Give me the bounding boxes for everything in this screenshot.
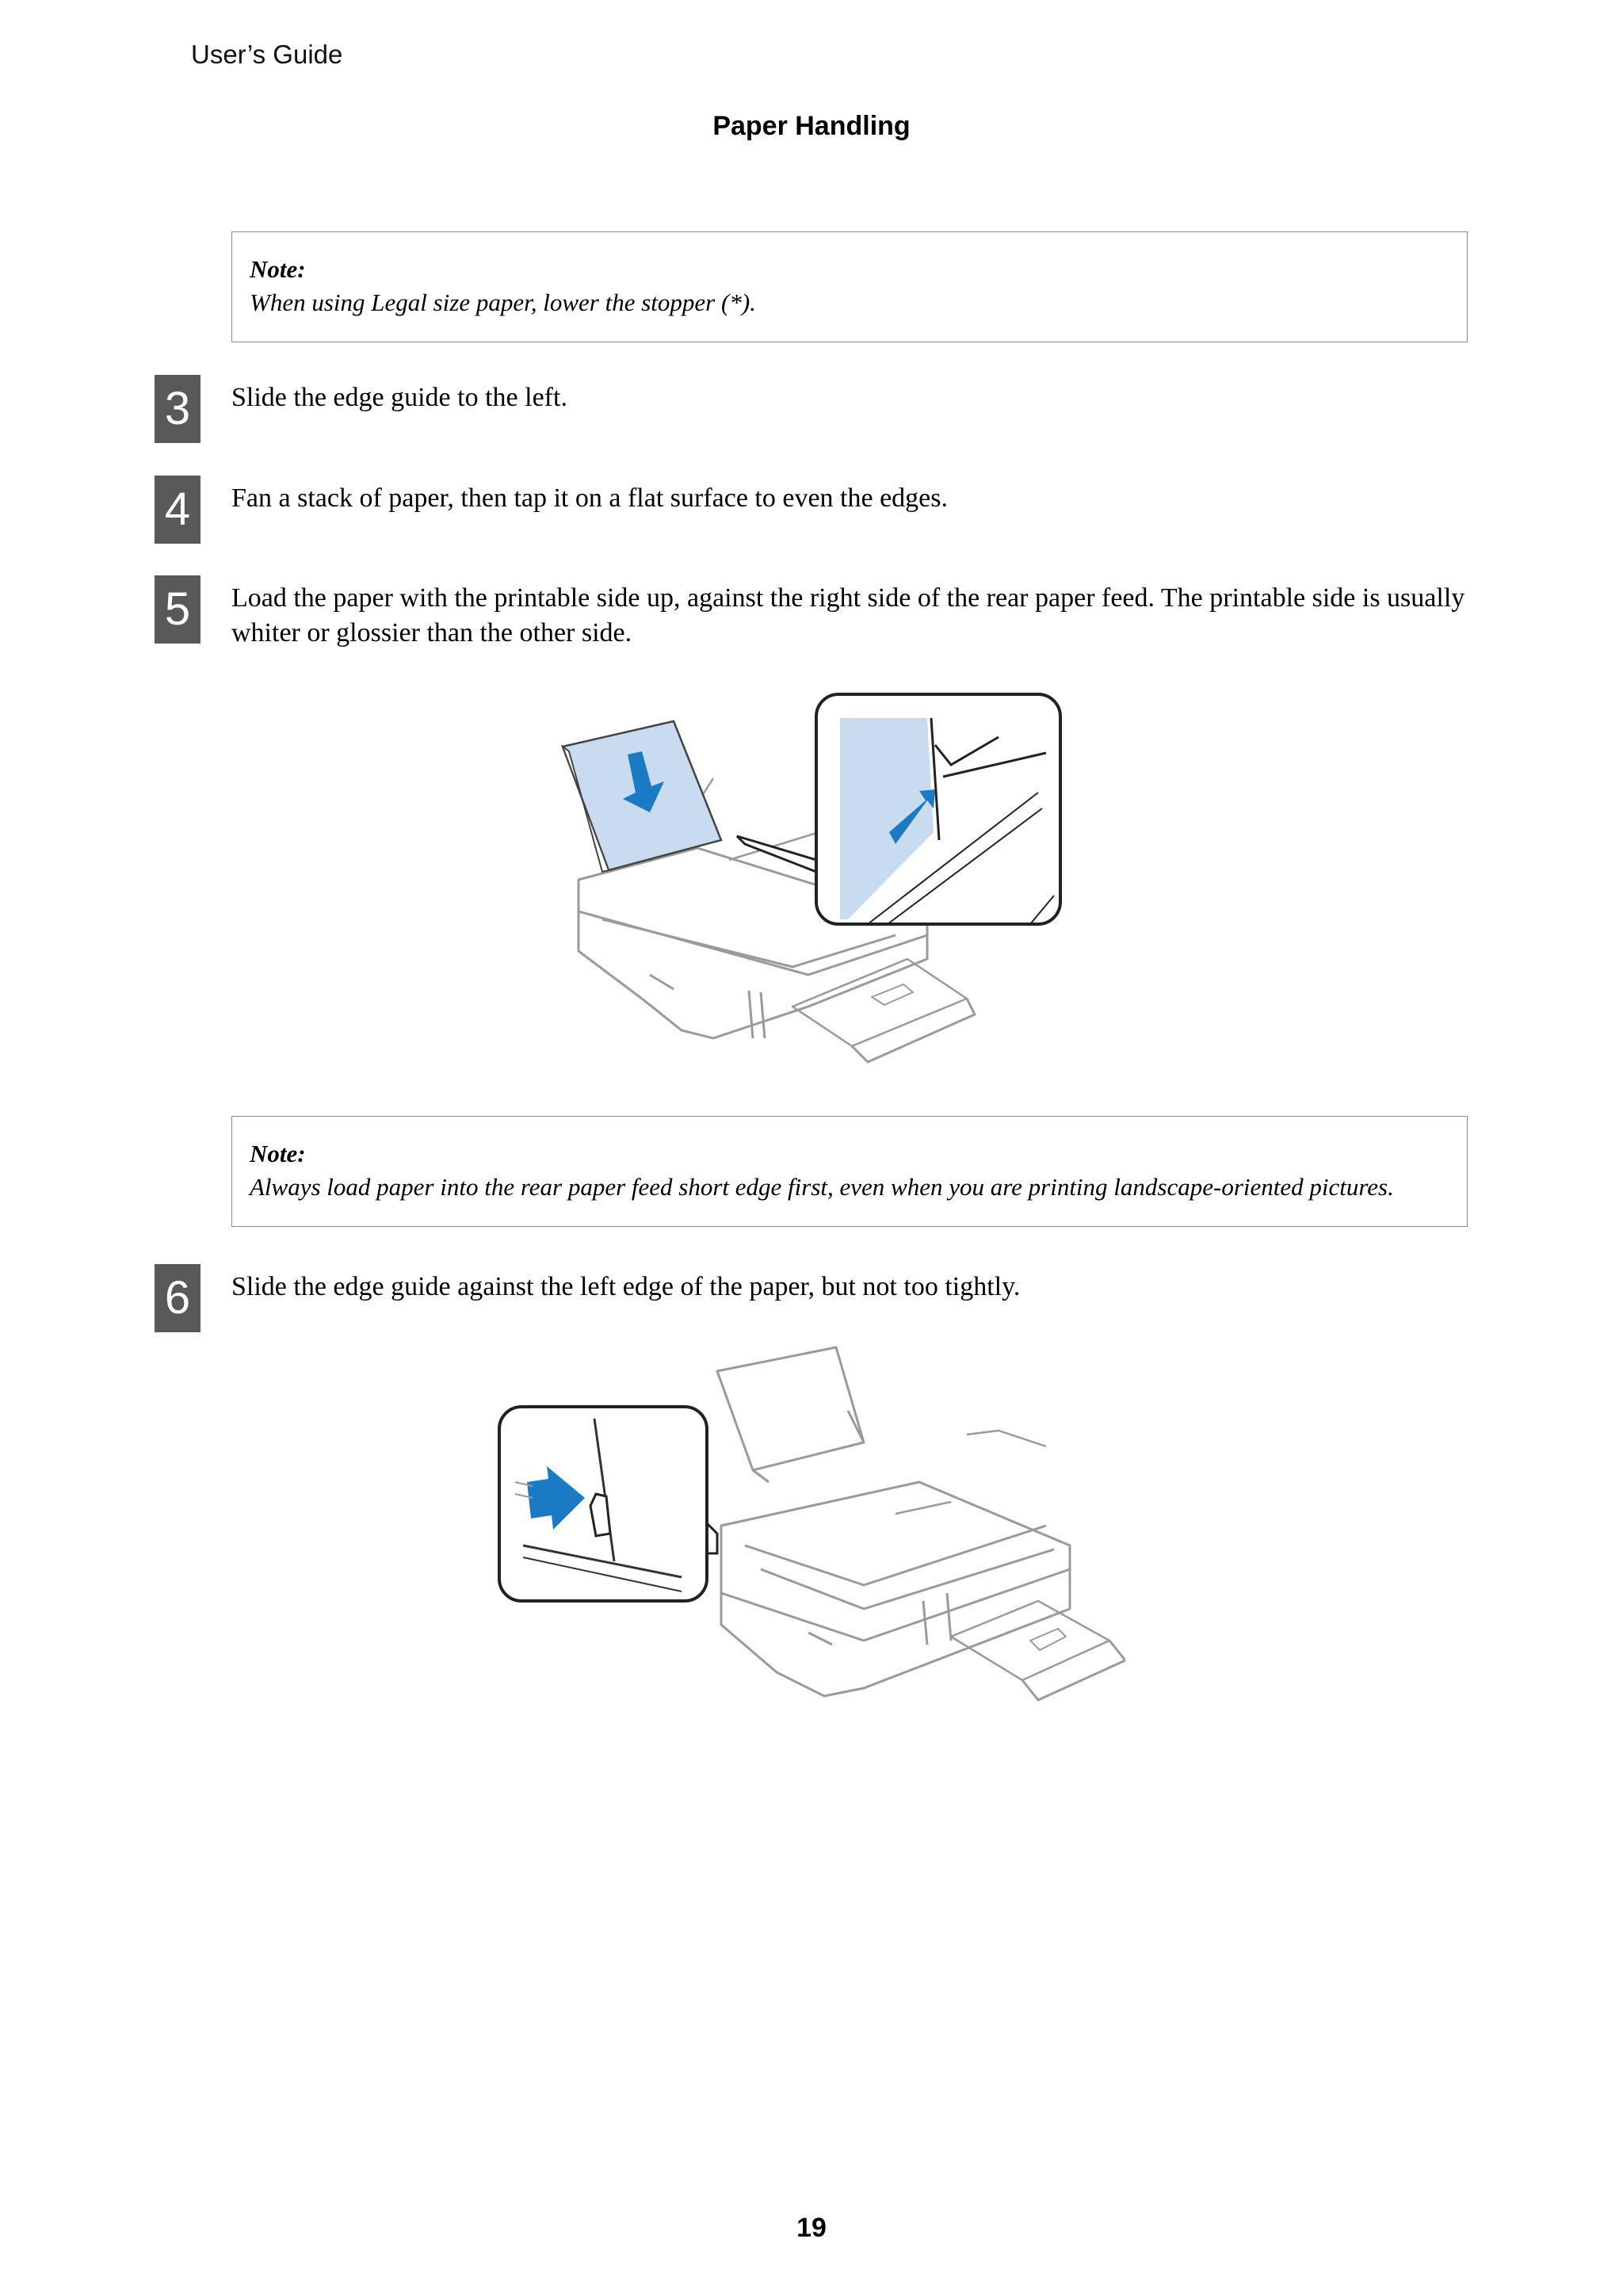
step-number-badge: 6 [155, 1264, 200, 1332]
step-text: Slide the edge guide against the left edge of the paper, but not too tightly. [231, 1272, 1021, 1301]
printer-load-paper-illustration [555, 690, 1070, 1070]
note-title: Note: [250, 1140, 306, 1167]
step-number-badge: 5 [155, 575, 200, 644]
section-title: Paper Handling [712, 111, 911, 141]
step-text: Fan a stack of paper, then tap it on a flat surface to even the edges. [231, 483, 949, 513]
zoom-callout [499, 1407, 717, 1601]
note-text: Always load paper into the rear paper feed short edge first, even when you are printing landscape-oriented pictures. [250, 1173, 1394, 1201]
printer-outline [717, 1347, 1125, 1700]
step-number-badge: 4 [155, 476, 200, 544]
zoom-callout [737, 694, 1060, 924]
note-box-legal [231, 231, 1468, 342]
step-number-badge: 3 [155, 375, 200, 443]
note-title: Note: [250, 255, 306, 283]
running-header: User’s Guide [191, 40, 343, 69]
page-number: 19 [796, 2213, 827, 2243]
step-text: Slide the edge guide to the left. [231, 383, 567, 412]
note-box-short-edge [231, 1116, 1468, 1227]
step-text: Load the paper with the printable side up, against the right side of the rear paper feed. The printable side is usually whiter or glossier than the other side. [231, 583, 1465, 648]
printer-edge-guide-illustration [491, 1339, 1125, 1704]
note-text: When using Legal size paper, lower the stopper (*). [250, 288, 756, 316]
